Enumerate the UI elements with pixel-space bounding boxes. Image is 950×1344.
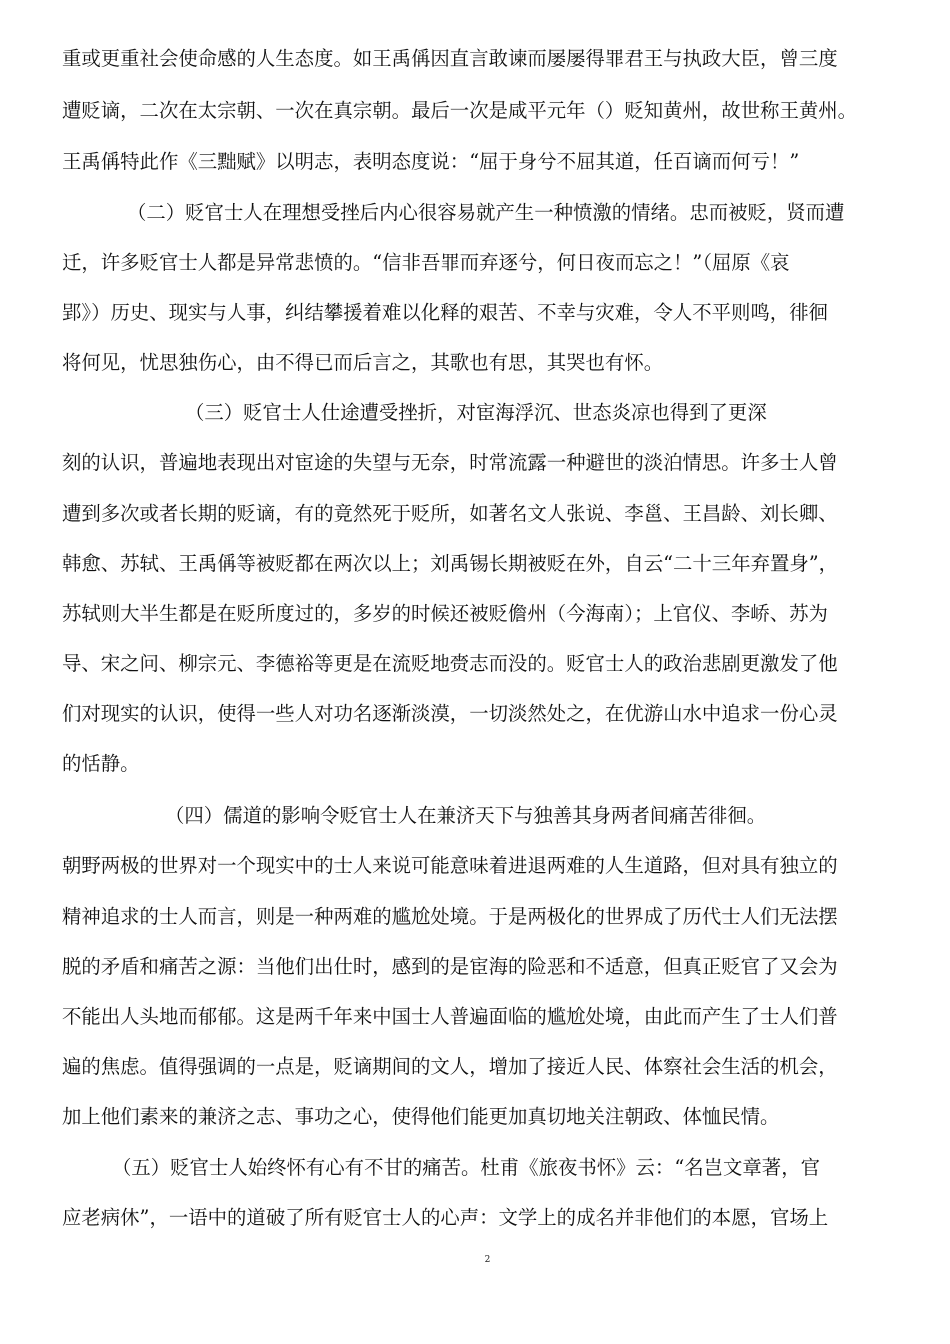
text-line: 郢》）历史、现实与人事，纠结攀援着难以化释的艰苦、不幸与灾难，令人不平则鸣，徘徊 — [62, 301, 828, 324]
text-line: 导、宋之问、柳宗元、李德裕等更是在流贬地赍志而没的。贬官士人的政治悲剧更激发了他 — [62, 652, 838, 675]
text-line: 将何见，忧思独伤心，由不得已而后言之，其歌也有思，其哭也有怀。 — [62, 351, 664, 374]
text-line: 遭到多次或者长期的贬谪，有的竟然死于贬所，如著名文人张说、李邕、王昌龄、刘长卿、 — [62, 502, 838, 525]
text-line: 应老病休”，一语中的道破了所有贬官士人的心声：文学上的成名并非他们的本愿，官场上 — [62, 1206, 829, 1229]
text-line: （三）贬官士人仕途遭受挫折，对宦海浮沉、世态炎凉也得到了更深 — [185, 401, 767, 424]
text-line: 迁，许多贬官士人都是异常悲愤的。“信非吾罪而弃逐兮，何日夜而忘之！”（屈原《哀 — [62, 251, 790, 274]
text-line: 遭贬谪，二次在太宗朝、一次在真宗朝。最后一次是咸平元年（）贬知黄州，故世称王黄州。 — [62, 99, 858, 122]
text-line: 们对现实的认识，使得一些人对功名逐渐淡漠，一切淡然处之，在优游山水中追求一份心灵 — [62, 702, 838, 725]
text-line: 遍的焦虑。值得强调的一点是，贬谪期间的文人，增加了接近人民、体察社会生活的机会， — [62, 1055, 838, 1078]
text-line: （四）儒道的影响令贬官士人在兼济天下与独善其身两者间痛苦徘徊。 — [165, 804, 767, 827]
text-line: 加上他们素来的兼济之志、事功之心，使得他们能更加真切地关注朝政、体恤民情。 — [62, 1105, 780, 1128]
text-line: 重或更重社会使命感的人生态度。如王禹偁因直言敢谏而屡屡得罪君王与执政大臣，曾三度 — [62, 47, 838, 70]
text-line: 精神追求的士人而言，则是一种两难的尴尬处境。于是两极化的世界成了历代士人们无法摆 — [62, 905, 838, 928]
text-line: （二）贬官士人在理想受挫后内心很容易就产生一种愤激的情绪。忠而被贬，贤而遭 — [127, 201, 845, 224]
text-line: 苏轼则大半生都是在贬所度过的，多岁的时候还被贬儋州（今海南）；上官仪、李峤、苏为 — [62, 602, 828, 625]
text-line: 的恬静。 — [62, 752, 140, 775]
page-number: 2 — [484, 1255, 491, 1265]
text-line: 脱的矛盾和痛苦之源：当他们出仕时，感到的是宦海的险恶和不适意，但真正贬官了又会为 — [62, 955, 838, 978]
text-line: 朝野两极的世界对一个现实中的士人来说可能意味着进退两难的人生道路，但对具有独立的 — [62, 854, 838, 877]
text-line: 王禹偁特此作《三黜赋》以明志，表明态度说：“屈于身兮不屈其道，任百谪而何亏！” — [62, 150, 800, 173]
text-line: （五）贬官士人始终怀有心有不甘的痛苦。杜甫《旅夜书怀》云：“名岂文章著，官 — [112, 1156, 820, 1179]
text-line: 不能出人头地而郁郁。这是两千年来中国士人普遍面临的尴尬处境，由此而产生了士人们普 — [62, 1005, 838, 1028]
text-line: 韩愈、苏轼、王禹偁等被贬都在两次以上；刘禹锡长期被贬在外，自云“二十三年弃置身”， — [62, 552, 839, 575]
text-line: 刻的认识，普遍地表现出对宦途的失望与无奈，时常流露一种避世的淡泊情思。许多士人曾 — [62, 451, 838, 474]
